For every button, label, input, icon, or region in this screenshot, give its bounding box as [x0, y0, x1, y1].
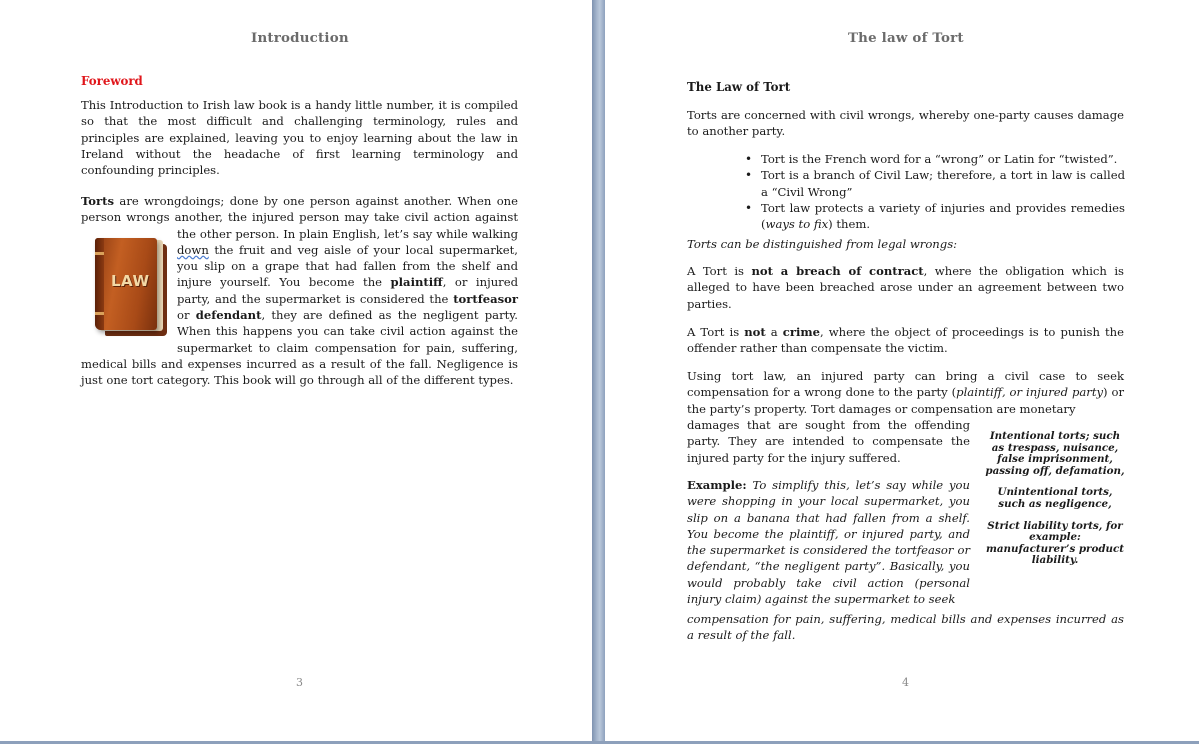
tort-types-sidebar	[985, 431, 1125, 577]
text-run-italic: plaintiff, or injured party	[956, 385, 1104, 400]
page-3	[0, 0, 592, 741]
text-run-italic: ways to fix	[765, 217, 829, 232]
using-paragraph-continued: damages that are sought from the offending party. They are intended to compensate the injured party for the injury suffered.	[687, 418, 970, 465]
plaintiff-term: plaintiff	[390, 275, 443, 290]
page-number: 4	[902, 676, 909, 689]
using-paragraph	[687, 368, 1124, 417]
text-run: A Tort is	[687, 325, 745, 339]
page-number: 3	[296, 676, 303, 689]
bullet-item	[745, 200, 1125, 233]
page-header: Introduction	[251, 30, 349, 46]
text-run: ) them.	[828, 217, 871, 232]
foreword-paragraph: This Introduction to Irish law book is a handy little number, it is compiled so that the most difficult and challenging terminology, rules and principles are explained, leaving you to enjoy learning about the law in Ireland without the headache of first learning terminology and confounding principles.	[81, 98, 518, 178]
text-run-italic: To simplify this, let’s say while you were shopping in your local supermarket, you slip on a banana that had fallen from a shelf. You become the plaintiff, or injured party, and the supermarket is considered the tortfeasor or defendant, “the negligent party”. Basically, you would probably take civil action (personal injury claim) against the supermarket to seek	[687, 478, 970, 607]
tortfeasor-term: tortfeasor	[453, 291, 518, 306]
sidebar-item: Unintentional torts, such as negligence,	[997, 486, 1113, 510]
text-run: are wrongdoings; done by one person against another. When one person wrongs another, the injured person may take civil action against the other person. In plain English, let’s say while walking	[81, 194, 518, 241]
text-run: the fruit and veg aisle of your local supermarket, you slip on a grape that had fallen from the shelf and injure yourself. You become the	[177, 242, 518, 290]
text-run-bold: crime	[782, 325, 820, 339]
sidebar-item: Strict liability torts, for example: manufacturer’s product liability.	[985, 519, 1125, 567]
breach-paragraph	[687, 263, 1124, 312]
bullet-item: • Tort is the French word for a “wrong” or Latin for “twisted”.	[745, 151, 1125, 167]
text-run: a	[765, 325, 783, 339]
crime-paragraph	[687, 324, 1124, 357]
torts-paragraph	[81, 193, 518, 389]
text-run: , they are defined as the negligent party. When this happens you can take civil action against the supermarket to claim compensation for pain, suffering, medical bills and expenses incurred as a result of the fall. Negligence is just one tort category. This book will go through all of the different types.	[81, 308, 518, 388]
text-run: Tort law protects a variety of injuries and provides remedies (	[761, 200, 1125, 232]
foreword-heading: Foreword	[81, 74, 143, 88]
defendant-term: defendant	[195, 308, 262, 323]
torts-term: Torts	[81, 194, 115, 208]
example-paragraph	[687, 477, 970, 607]
text-run: , or injured party, and the supermarket is considered the	[177, 275, 518, 306]
page-gutter	[592, 0, 605, 744]
example-label: Example:	[687, 478, 747, 492]
section-heading: The Law of Tort	[687, 80, 791, 94]
page-header: The law of Tort	[848, 30, 964, 46]
spelling-flag-word: down	[177, 242, 209, 257]
bullet-list	[745, 151, 1125, 232]
sidebar-item: Intentional torts; such as trespass, nuisance, false imprisonment, passing off, defamation,	[985, 430, 1125, 477]
text-run: or	[177, 308, 196, 323]
book-image	[81, 226, 177, 351]
intro-paragraph: Torts are concerned with civil wrongs, whereby one-party causes damage to another party.	[687, 108, 1124, 139]
text-run: , where the obligation which is alleged to have been breached arose under an agreement between two parties.	[687, 264, 1124, 311]
book-label: LAW	[111, 271, 150, 290]
distinguished-line: Torts can be distinguished from legal wrongs:	[687, 237, 958, 251]
text-run: ) or the party’s property. Tort damages or compensation are monetary	[687, 385, 1124, 416]
text-run-bold: not	[744, 325, 766, 339]
example-paragraph-continued: compensation for pain, suffering, medical bills and expenses incurred as a result of the fall.	[687, 612, 1124, 643]
text-run: A Tort is	[687, 264, 752, 278]
text-run: Using tort law, an injured party can bring a civil case to seek compensation for a wrong done to the party (	[687, 369, 1124, 400]
text-run-bold: not a breach of contract	[751, 264, 924, 278]
text-run: , where the object of proceedings is to punish the offender rather than compensate the victim.	[687, 325, 1124, 356]
bullet-item: • Tort is a branch of Civil Law; therefore, a tort in law is called a “Civil Wrong”	[745, 167, 1125, 200]
